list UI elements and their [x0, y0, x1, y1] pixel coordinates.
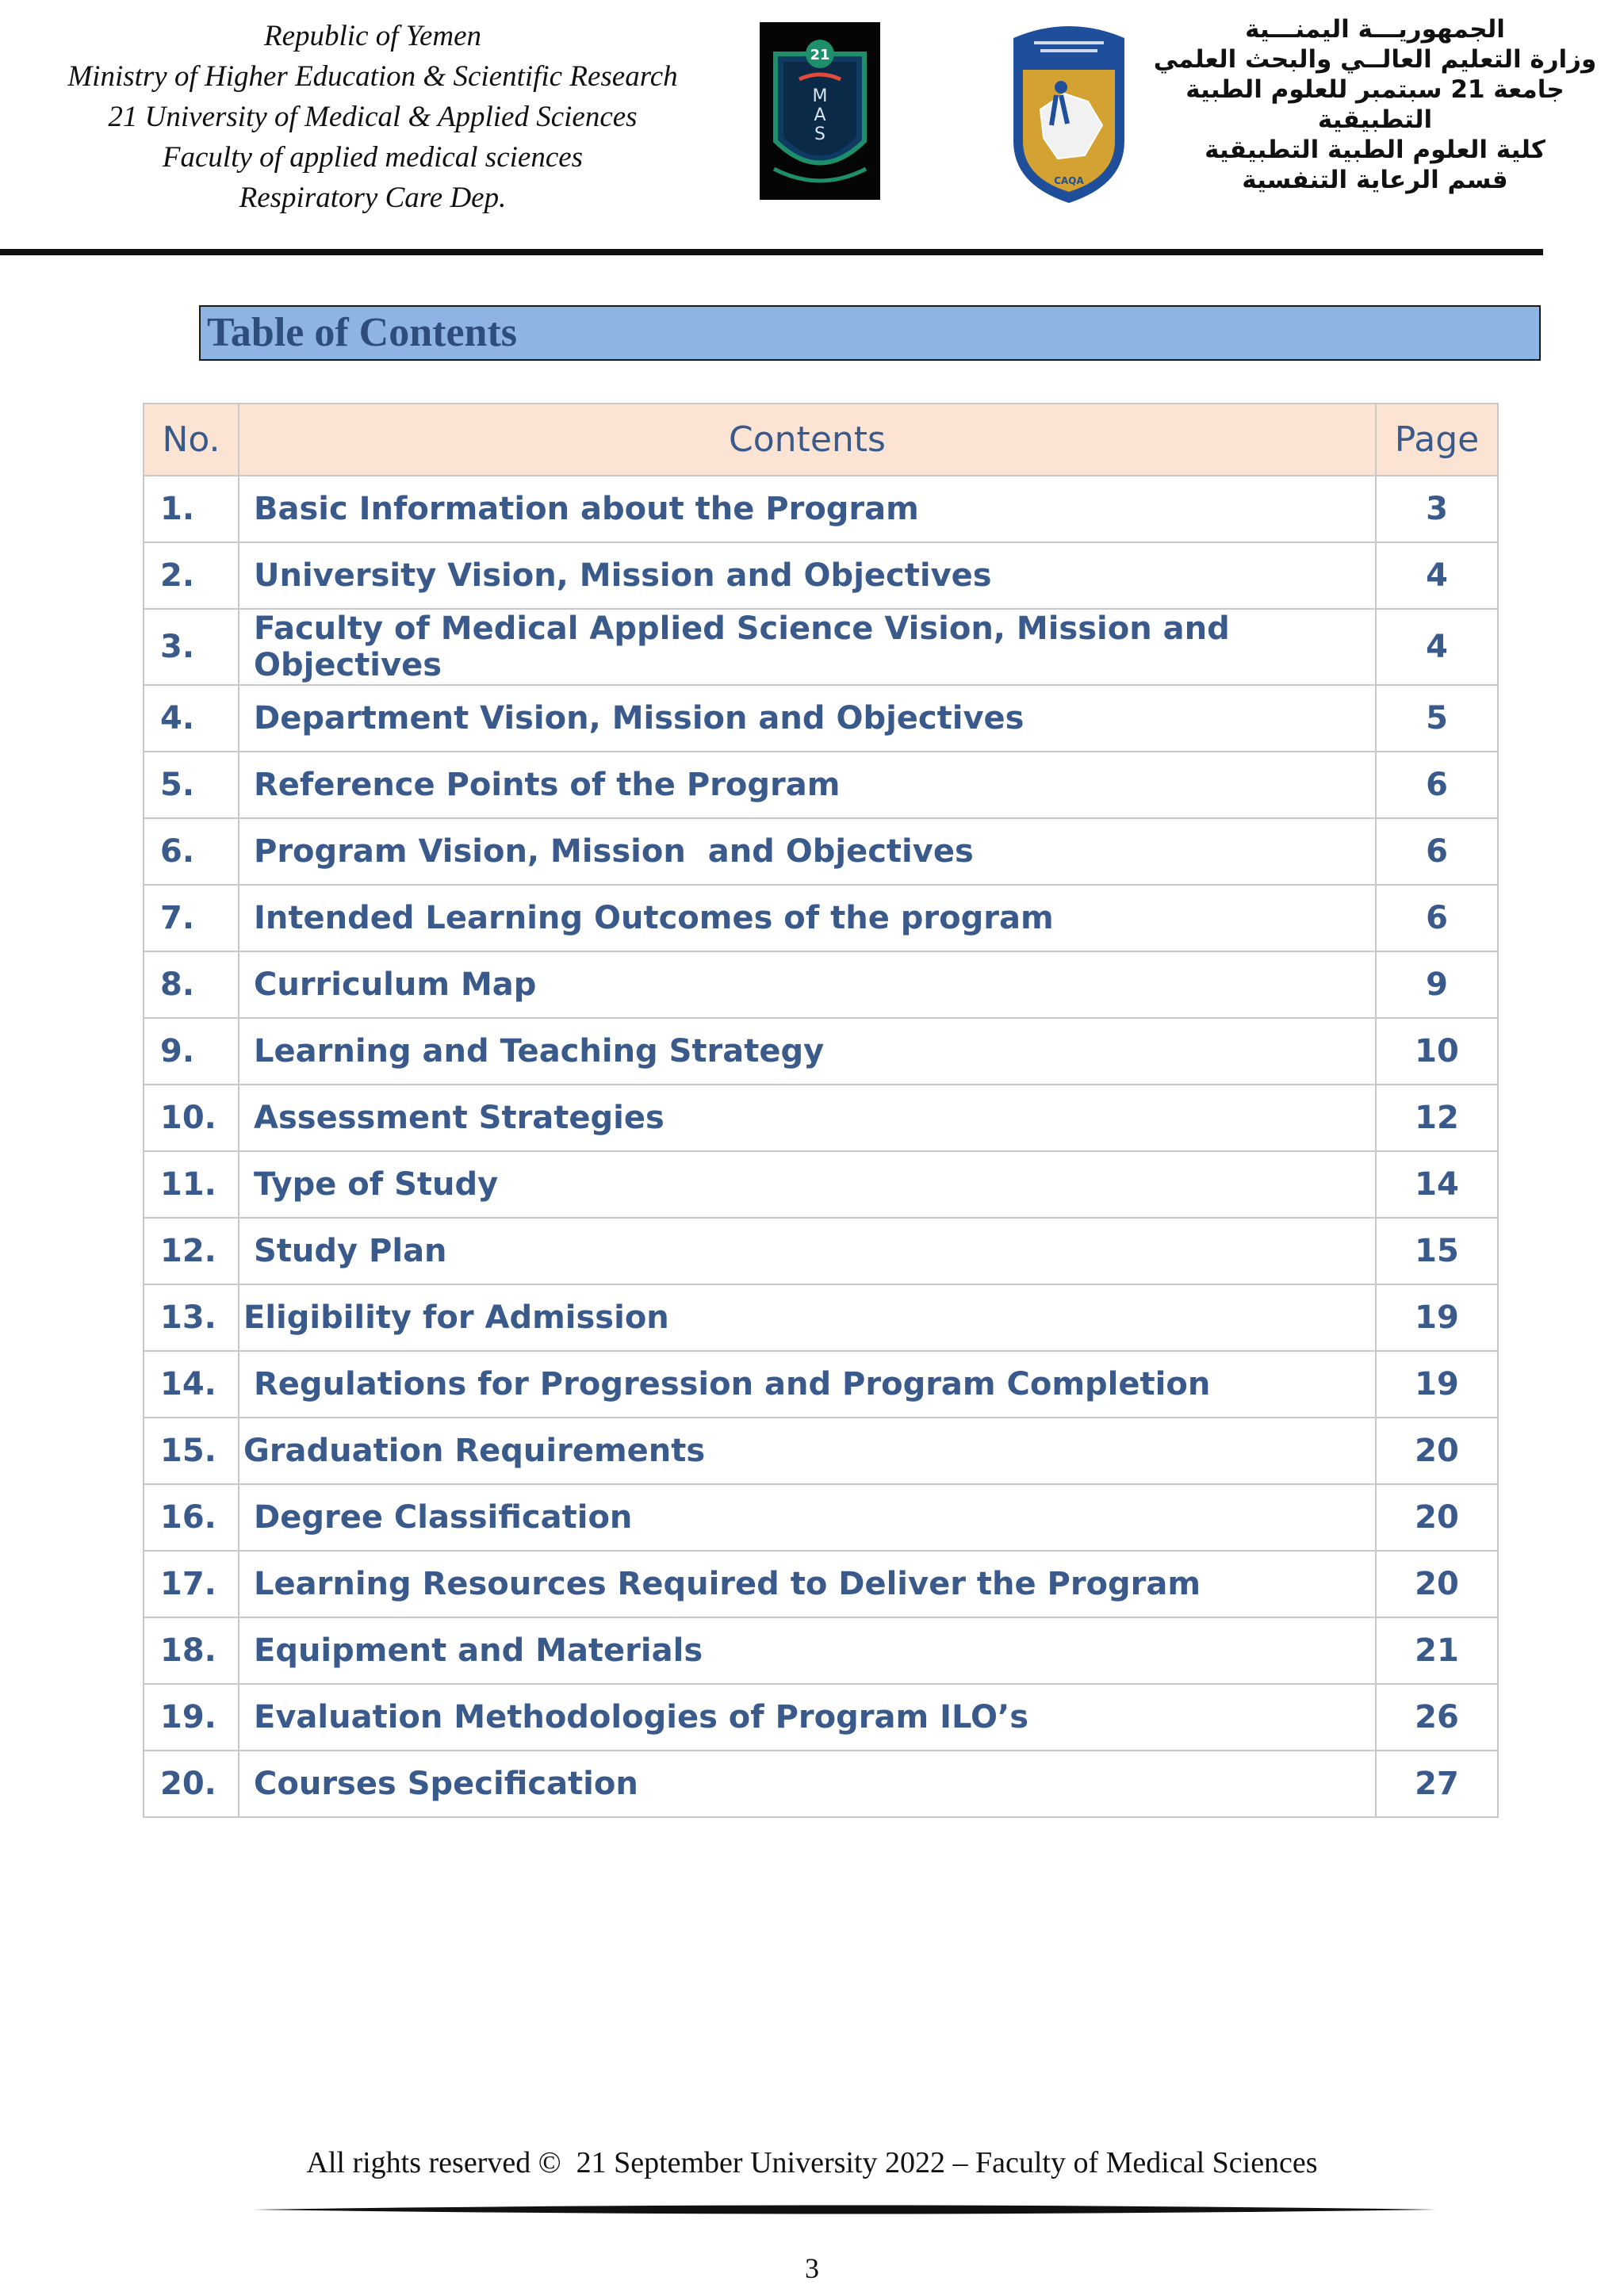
row-title: Reference Points of the Program — [239, 752, 1376, 818]
row-title: Department Vision, Mission and Objectives — [239, 685, 1376, 752]
row-page: 6 — [1376, 818, 1498, 885]
header-ar-line: الجمهوريـــة اليمنـــية — [1245, 15, 1505, 44]
quality-assurance-logo — [1009, 22, 1129, 205]
university-logo-graphic — [760, 22, 880, 200]
table-row — [144, 1751, 1498, 1817]
row-title: Faculty of Medical Applied Science Vision, Mission and Objectives — [239, 609, 1376, 685]
row-number: 18. — [144, 1617, 239, 1684]
header-ar-line: جامعة 21 سبتمبر للعلوم الطبية التطبيقية — [1185, 75, 1565, 134]
row-number: 7. — [144, 885, 239, 951]
row-number: 3. — [144, 609, 239, 685]
row-title: University Vision, Mission and Objectives — [239, 542, 1376, 609]
row-page: 12 — [1376, 1085, 1498, 1151]
table-row — [144, 1617, 1498, 1684]
row-title: Regulations for Progression and Program Completion — [239, 1351, 1376, 1418]
row-number: 5. — [144, 752, 239, 818]
row-number: 19. — [144, 1684, 239, 1751]
row-number: 17. — [144, 1551, 239, 1617]
row-number: 20. — [144, 1751, 239, 1817]
row-number: 12. — [144, 1218, 239, 1284]
row-title: Evaluation Methodologies of Program ILO’s — [239, 1684, 1376, 1751]
row-page: 3 — [1376, 476, 1498, 542]
row-page: 19 — [1376, 1351, 1498, 1418]
row-number: 9. — [144, 1018, 239, 1085]
table-row — [144, 609, 1498, 685]
table-row — [144, 1684, 1498, 1751]
row-number: 6. — [144, 818, 239, 885]
row-page: 6 — [1376, 885, 1498, 951]
row-page: 14 — [1376, 1151, 1498, 1218]
header-ar-line: وزارة التعليم العالــي والبحث العلمي — [1153, 45, 1597, 74]
table-row — [144, 1085, 1498, 1151]
table-row — [144, 885, 1498, 951]
row-title: Program Vision, Mission and Objectives — [239, 818, 1376, 885]
row-number: 13. — [144, 1284, 239, 1351]
header-english-block — [32, 16, 714, 218]
row-title: Basic Information about the Program — [239, 476, 1376, 542]
row-number: 10. — [144, 1085, 239, 1151]
row-page: 4 — [1376, 542, 1498, 609]
svg-text:S: S — [814, 124, 825, 144]
header-arabic-block — [1153, 14, 1597, 195]
footer-copyright: All rights reserved © 21 September University 2022 – Faculty of Medical Sciences — [306, 2146, 1318, 2179]
row-title: Degree Classification — [239, 1484, 1376, 1551]
row-page: 15 — [1376, 1218, 1498, 1284]
table-row — [144, 1218, 1498, 1284]
table-row — [144, 1484, 1498, 1551]
header-en-line: Ministry of Higher Education & Scientific Research — [67, 60, 678, 93]
svg-text:M: M — [812, 86, 828, 106]
row-page: 20 — [1376, 1551, 1498, 1617]
row-page: 5 — [1376, 685, 1498, 752]
quality-assurance-logo-graphic — [1009, 22, 1129, 205]
row-title: Assessment Strategies — [239, 1085, 1376, 1151]
row-title: Type of Study — [239, 1151, 1376, 1218]
row-number: 1. — [144, 476, 239, 542]
row-title: Courses Specification — [239, 1751, 1376, 1817]
row-page: 19 — [1376, 1284, 1498, 1351]
row-page: 26 — [1376, 1684, 1498, 1751]
page-number: 3 — [805, 2252, 819, 2284]
row-title: Study Plan — [239, 1218, 1376, 1284]
quality-assurance-logo-text: CAQA — [1054, 175, 1084, 186]
row-number: 8. — [144, 951, 239, 1018]
row-title: Intended Learning Outcomes of the program — [239, 885, 1376, 951]
row-page: 6 — [1376, 752, 1498, 818]
svg-text:A: A — [814, 105, 826, 125]
row-page: 20 — [1376, 1418, 1498, 1484]
university-logo — [760, 22, 880, 200]
row-title: Eligibility for Admission — [239, 1284, 1376, 1351]
header-ar-line: كلية العلوم الطبية التطبيقية — [1205, 136, 1545, 164]
footer-divider — [252, 2202, 1437, 2217]
table-row — [144, 542, 1498, 609]
row-number: 11. — [144, 1151, 239, 1218]
header-contents: Contents — [239, 404, 1376, 476]
header-page: Page — [1376, 404, 1498, 476]
row-page: 4 — [1376, 609, 1498, 685]
header-ar-line: قسم الرعاية التنفسية — [1242, 166, 1508, 194]
row-number: 2. — [144, 542, 239, 609]
table-row — [144, 1351, 1498, 1418]
table-row — [144, 818, 1498, 885]
table-row — [144, 1284, 1498, 1351]
table-row — [144, 1018, 1498, 1085]
table-row — [144, 752, 1498, 818]
logo-mark-text: 21 — [810, 47, 830, 63]
row-page: 10 — [1376, 1018, 1498, 1085]
row-title: Equipment and Materials — [239, 1617, 1376, 1684]
toc-table — [143, 403, 1499, 1818]
header-en-line: Faculty of applied medical sciences — [162, 141, 584, 174]
toc-title: Table of Contents — [199, 305, 1541, 361]
row-number: 16. — [144, 1484, 239, 1551]
row-title: Curriculum Map — [239, 951, 1376, 1018]
row-number: 14. — [144, 1351, 239, 1418]
row-page: 20 — [1376, 1484, 1498, 1551]
row-number: 4. — [144, 685, 239, 752]
table-row — [144, 476, 1498, 542]
table-row — [144, 1551, 1498, 1617]
row-title: Learning and Teaching Strategy — [239, 1018, 1376, 1085]
header-en-line: Republic of Yemen — [263, 20, 482, 52]
header-en-line: 21 University of Medical & Applied Sciences — [108, 101, 638, 133]
header-no: No. — [144, 404, 239, 476]
table-row — [144, 1418, 1498, 1484]
toc-header-row — [144, 404, 1498, 476]
table-row — [144, 1151, 1498, 1218]
header-en-line: Respiratory Care Dep. — [239, 182, 507, 214]
row-page: 9 — [1376, 951, 1498, 1018]
row-page: 21 — [1376, 1617, 1498, 1684]
row-title: Learning Resources Required to Deliver the Program — [239, 1551, 1376, 1617]
row-number: 15. — [144, 1418, 239, 1484]
row-title: Graduation Requirements — [239, 1418, 1376, 1484]
header-divider — [0, 249, 1543, 255]
table-row — [144, 685, 1498, 752]
table-row — [144, 951, 1498, 1018]
row-page: 27 — [1376, 1751, 1498, 1817]
